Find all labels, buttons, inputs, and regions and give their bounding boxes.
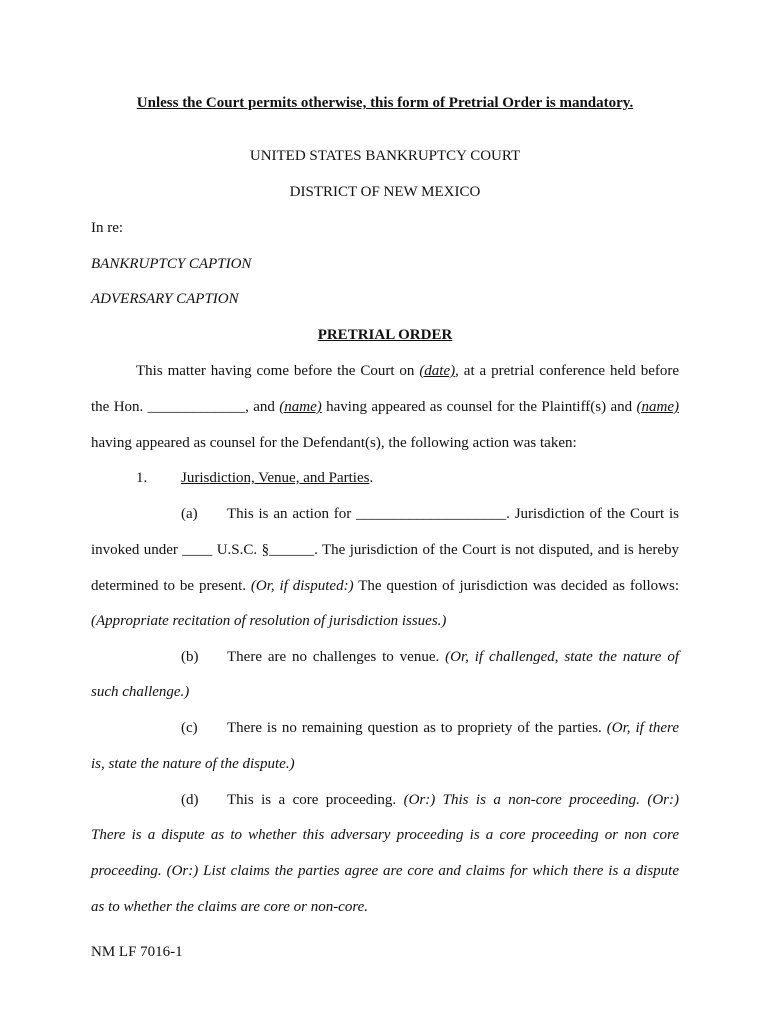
court-name: UNITED STATES BANKRUPTCY COURT — [249, 148, 521, 164]
item-d-line-2: There is a dispute as to whether this adversary proceeding is a core proceeding or non core — [91, 827, 679, 843]
item-a-line-2: invoked under ____ U.S.C. §______. The jurisdiction of the Court is not disputed, and is hereby — [91, 542, 679, 558]
item-a-label: (a) — [181, 506, 198, 522]
item-b-line-2: such challenge.) — [91, 684, 190, 700]
item-d-line-1: This is a core proceeding. (Or:) This is a non-core proceeding. (Or:) — [227, 792, 679, 808]
document-title: PRETRIAL ORDER — [317, 327, 453, 343]
date-placeholder: (date) — [419, 363, 456, 379]
mandatory-notice: Unless the Court permits otherwise, this form of Pretrial Order is mandatory. — [136, 95, 634, 111]
in-re-label: In re: — [91, 220, 124, 236]
item-c-line-2: is, state the nature of the dispute.) — [91, 756, 295, 772]
section-number: 1. — [136, 470, 148, 486]
item-c-line-1: There is no remaining question as to propriety of the parties. (Or, if there — [227, 720, 679, 736]
bankruptcy-caption: BANKRUPTCY CAPTION — [91, 256, 252, 272]
item-b-line-1: There are no challenges to venue. (Or, if challenged, state the nature of — [227, 649, 679, 665]
item-d-label: (d) — [181, 792, 199, 808]
item-d-line-4: as to whether the claims are core or non-core. — [91, 899, 369, 915]
section-heading: Jurisdiction, Venue, and Parties. — [181, 470, 374, 486]
name-placeholder: (name) — [636, 399, 679, 415]
form-number-footer: NM LF 7016-1 — [91, 944, 183, 960]
intro-line-2: the Hon. _____________, and (name) having appeared as counsel for the Plaintiff(s) and (name) — [91, 399, 679, 415]
item-d-line-3: proceeding. (Or:) List claims the parties agree are core and claims for which there is a dispute — [91, 863, 679, 879]
item-a-line-3: determined to be present. (Or, if disputed:) The question of jurisdiction was decided as follows: — [91, 578, 679, 594]
item-a-line-1: This is an action for ____________________. Jurisdiction of the Court is — [227, 506, 679, 522]
intro-line-3: having appeared as counsel for the Defendant(s), the following action was taken: — [91, 435, 577, 451]
name-placeholder: (name) — [279, 399, 322, 415]
item-b-label: (b) — [181, 649, 199, 665]
intro-line-1: This matter having come before the Court on (date), at a pretrial conference held before — [136, 363, 680, 379]
adversary-caption: ADVERSARY CAPTION — [91, 291, 239, 307]
item-a-line-4: (Appropriate recitation of resolution of jurisdiction issues.) — [91, 613, 447, 629]
item-c-label: (c) — [181, 720, 198, 736]
district-name: DISTRICT OF NEW MEXICO — [289, 184, 481, 200]
